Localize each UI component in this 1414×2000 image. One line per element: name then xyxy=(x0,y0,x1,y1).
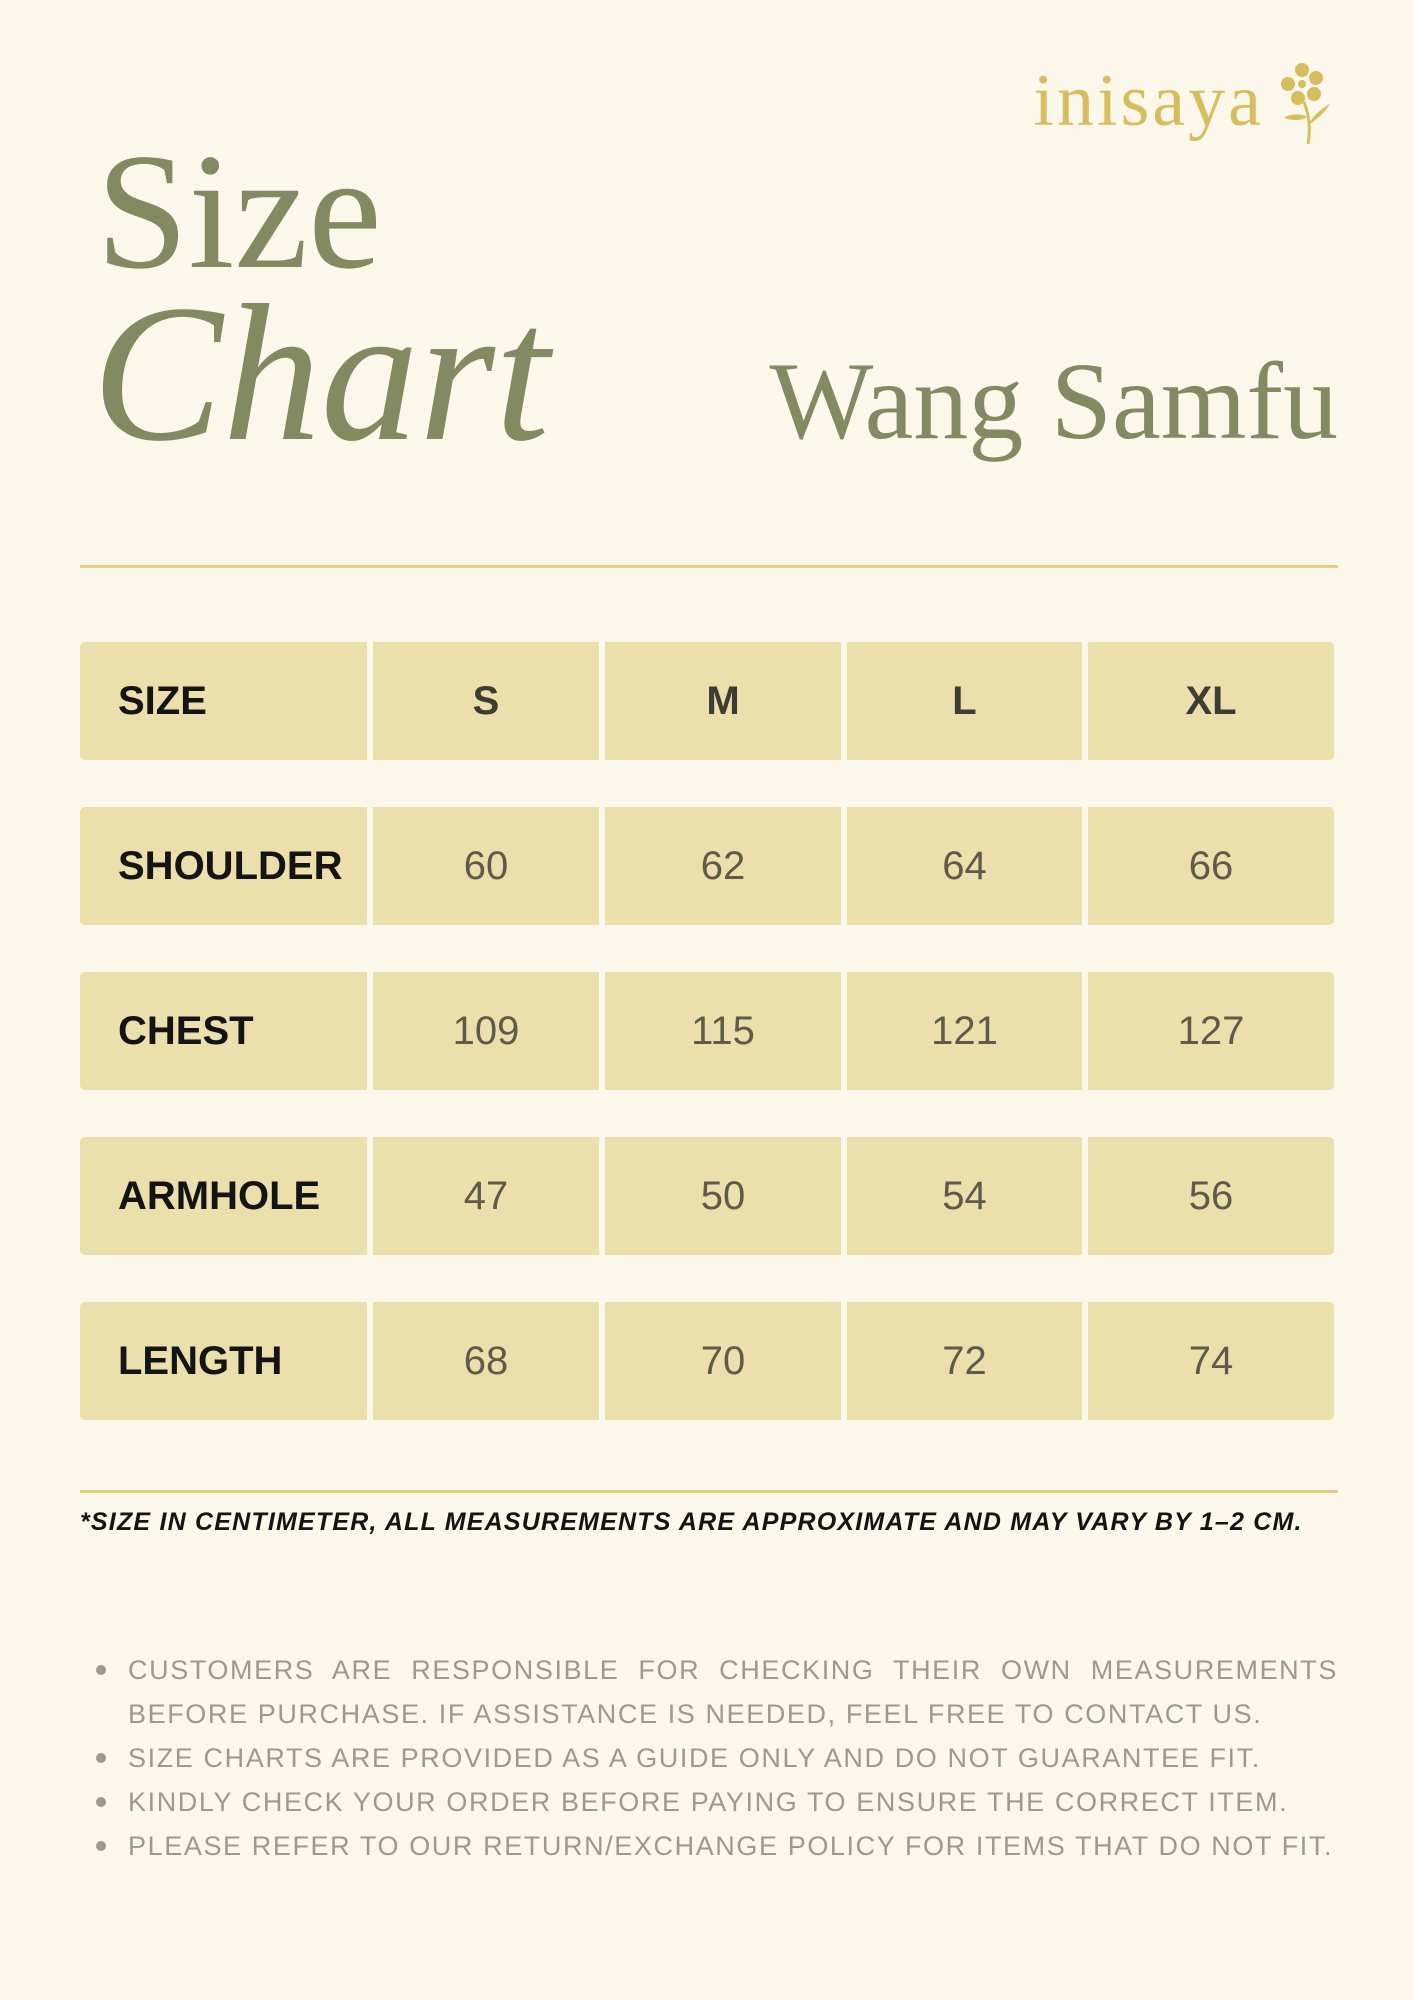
header-size-m: M xyxy=(605,642,841,760)
row-label: ARMHOLE xyxy=(80,1137,367,1255)
table-row-armhole xyxy=(80,1137,1334,1255)
table-cell: 72 xyxy=(847,1302,1082,1420)
notes-list xyxy=(92,1648,1338,1868)
table-cell: 70 xyxy=(605,1302,841,1420)
divider-bottom xyxy=(80,1490,1338,1493)
list-item xyxy=(92,1648,1338,1736)
list-item xyxy=(92,1736,1338,1780)
bullet-icon xyxy=(96,1841,106,1851)
row-label: CHEST xyxy=(80,972,367,1090)
table-row-shoulder xyxy=(80,807,1334,925)
table-cell: 56 xyxy=(1088,1137,1334,1255)
table-cell: 47 xyxy=(373,1137,599,1255)
table-cell: 62 xyxy=(605,807,841,925)
table-cell: 109 xyxy=(373,972,599,1090)
header-size-xl: XL xyxy=(1088,642,1334,760)
table-cell: 50 xyxy=(605,1137,841,1255)
table-cell: 74 xyxy=(1088,1302,1334,1420)
brand-name: inisaya xyxy=(1033,60,1264,142)
table-cell: 121 xyxy=(847,972,1082,1090)
table-cell: 127 xyxy=(1088,972,1334,1090)
table-cell: 66 xyxy=(1088,807,1334,925)
list-item xyxy=(92,1824,1338,1868)
bullet-icon xyxy=(96,1753,106,1763)
brand-logo xyxy=(1033,56,1336,146)
measurement-disclaimer: *SIZE IN CENTIMETER, ALL MEASUREMENTS ARE APPROXIMATE AND MAY VARY BY 1–2 CM. xyxy=(80,1508,1303,1536)
table-cell: 115 xyxy=(605,972,841,1090)
divider-top xyxy=(80,565,1338,568)
table-header-row xyxy=(80,642,1334,760)
table-cell: 60 xyxy=(373,807,599,925)
list-item xyxy=(92,1780,1338,1824)
product-name: Wang Samfu xyxy=(769,340,1338,462)
note-text: PLEASE REFER TO OUR RETURN/EXCHANGE POLICY FOR ITEMS THAT DO NOT FIT. xyxy=(128,1831,1334,1861)
bullet-icon xyxy=(96,1665,106,1675)
table-cell: 54 xyxy=(847,1137,1082,1255)
note-text: SIZE CHARTS ARE PROVIDED AS A GUIDE ONLY AND DO NOT GUARANTEE FIT. xyxy=(128,1743,1261,1773)
table-row-length xyxy=(80,1302,1334,1420)
note-text: CUSTOMERS ARE RESPONSIBLE FOR CHECKING THEIR OWN MEASUREMENTS BEFORE PURCHASE. IF ASSISTANCE IS NEEDED, FEEL FREE TO CONTACT US. xyxy=(128,1655,1338,1729)
table-row-chest xyxy=(80,972,1334,1090)
table-cell: 68 xyxy=(373,1302,599,1420)
header-size-l: L xyxy=(847,642,1082,760)
page-title-size: Size xyxy=(96,119,382,303)
note-text: KINDLY CHECK YOUR ORDER BEFORE PAYING TO ENSURE THE CORRECT ITEM. xyxy=(128,1787,1289,1817)
header-label: SIZE xyxy=(80,642,367,760)
page-title-chart: Chart xyxy=(92,265,550,482)
size-table xyxy=(80,642,1334,1467)
header-size-s: S xyxy=(373,642,599,760)
bullet-icon xyxy=(96,1797,106,1807)
flower-icon xyxy=(1272,56,1336,146)
row-label: SHOULDER xyxy=(80,807,367,925)
table-cell: 64 xyxy=(847,807,1082,925)
row-label: LENGTH xyxy=(80,1302,367,1420)
